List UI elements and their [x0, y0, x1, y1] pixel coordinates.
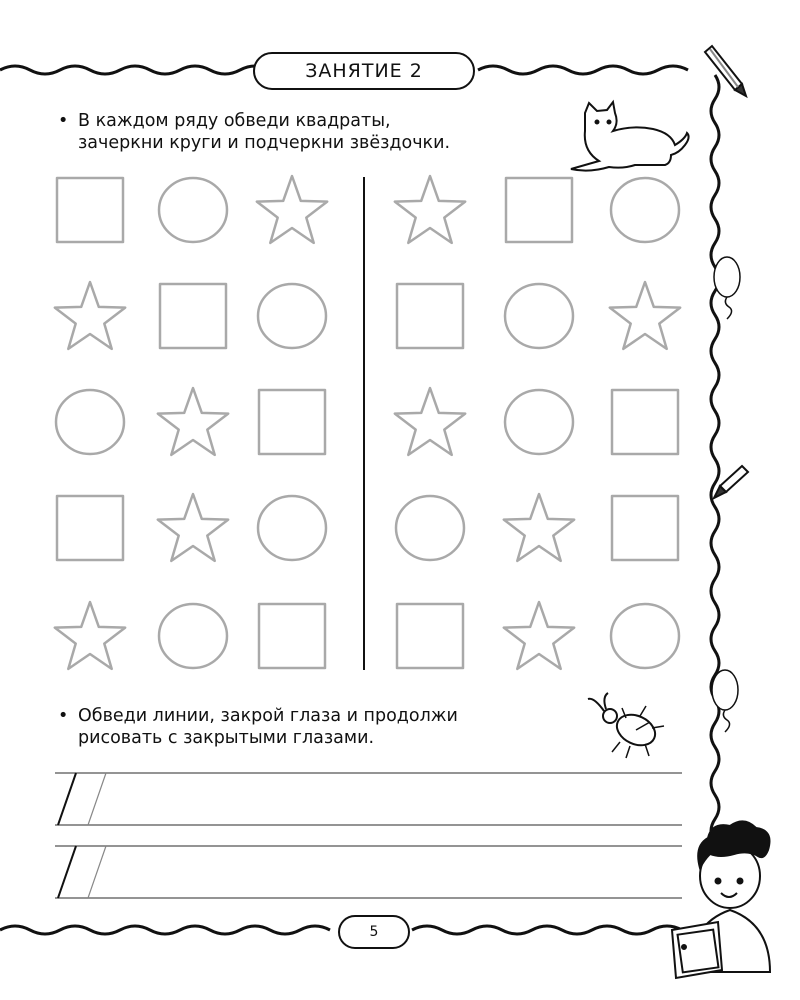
shape-circle-left-r1-c2[interactable]: [159, 178, 227, 242]
task2-instruction: [58, 705, 578, 749]
task1-instruction: [58, 110, 578, 154]
shape-star-left-r3-c2[interactable]: [158, 388, 228, 455]
task1-bullet: •: [58, 111, 69, 131]
shape-star-right-r3-c1[interactable]: [395, 388, 465, 455]
shape-circle-right-r4-c1[interactable]: [396, 496, 464, 560]
shape-square-left-r1-c1[interactable]: [57, 178, 123, 242]
shape-circle-left-r2-c3[interactable]: [258, 284, 326, 348]
shape-square-right-r1-c2[interactable]: [506, 178, 572, 242]
page-number: [338, 915, 410, 949]
lesson-title-text: ЗАНЯТИЕ 2: [305, 60, 423, 82]
shape-circle-right-r1-c3[interactable]: [611, 178, 679, 242]
shape-circle-right-r3-c2[interactable]: [505, 390, 573, 454]
shape-star-right-r4-c2[interactable]: [504, 494, 574, 561]
shape-star-left-r4-c2[interactable]: [158, 494, 228, 561]
lesson-title: [253, 52, 475, 90]
shape-square-left-r4-c1[interactable]: [57, 496, 123, 560]
shape-circle-right-r2-c2[interactable]: [505, 284, 573, 348]
task2-line1: Обведи линии, закрой глаза и продолжи: [78, 706, 458, 726]
shape-star-left-r1-c3[interactable]: [257, 176, 327, 243]
shape-square-left-r3-c3[interactable]: [259, 390, 325, 454]
shape-star-left-r5-c1[interactable]: [55, 602, 125, 669]
shape-circle-right-r5-c3[interactable]: [611, 604, 679, 668]
shape-square-left-r2-c2[interactable]: [160, 284, 226, 348]
task2-line2: рисовать с закрытыми глазами.: [78, 728, 375, 748]
shape-circle-left-r3-c1[interactable]: [56, 390, 124, 454]
shape-square-right-r4-c3[interactable]: [612, 496, 678, 560]
task1-line2: зачеркни круги и подчеркни звёздочки.: [78, 133, 451, 153]
shape-square-left-r5-c3[interactable]: [259, 604, 325, 668]
page-number-text: 5: [369, 924, 379, 940]
shape-star-right-r1-c1[interactable]: [395, 176, 465, 243]
shape-square-right-r3-c3[interactable]: [612, 390, 678, 454]
shape-star-left-r2-c1[interactable]: [55, 282, 125, 349]
task1-line1: В каждом ряду обведи квадраты,: [78, 111, 391, 131]
shape-square-right-r5-c1[interactable]: [397, 604, 463, 668]
shape-square-right-r2-c1[interactable]: [397, 284, 463, 348]
shape-circle-left-r4-c3[interactable]: [258, 496, 326, 560]
shape-star-right-r5-c2[interactable]: [504, 602, 574, 669]
shape-circle-left-r5-c2[interactable]: [159, 604, 227, 668]
shape-star-right-r2-c3[interactable]: [610, 282, 680, 349]
task2-bullet: •: [58, 706, 69, 726]
